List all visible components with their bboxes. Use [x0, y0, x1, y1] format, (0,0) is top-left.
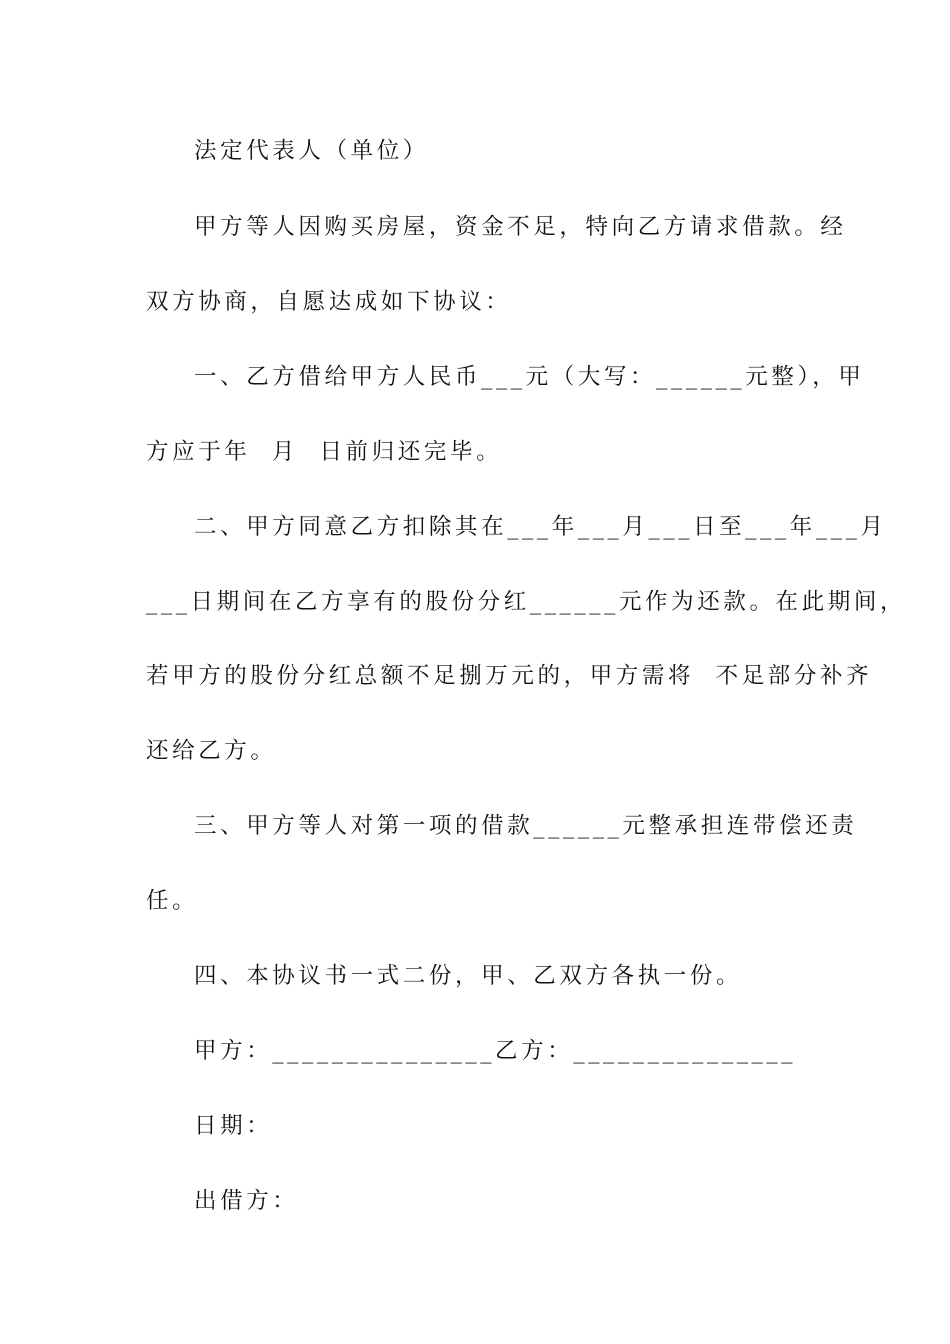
clause-2-line-4: 还给乙方。: [146, 738, 277, 764]
clause-2-line-1: 二、甲方同意乙方扣除其在___年___月___日至___年___月: [194, 514, 887, 540]
date-line: 日期：: [194, 1113, 273, 1139]
clause-2-line-2: ___日期间在乙方享有的股份分红______元作为还款。在此期间，: [146, 589, 907, 615]
clause-1-line-2: 方应于年 月 日前归还完毕。: [146, 439, 503, 465]
paragraph-intro-line-2: 双方协商，自愿达成如下协议：: [146, 289, 512, 315]
paragraph-intro-line-1: 甲方等人因购买房屋，资金不足，特向乙方请求借款。经: [194, 214, 847, 240]
signature-parties-line: 甲方：_______________乙方：_______________: [194, 1038, 797, 1064]
clause-4-line: 四、本协议书一式二份，甲、乙双方各执一份。: [194, 963, 743, 989]
clause-1-line-1: 一、乙方借给甲方人民币___元（大写：______元整），甲: [194, 364, 865, 390]
lender-line: 出借方：: [194, 1188, 299, 1214]
clause-2-line-3: 若甲方的股份分红总额不足捌万元的，甲方需将 不足部分补齐: [146, 663, 873, 689]
legal-representative-line: 法定代表人（单位）: [194, 138, 429, 164]
clause-3-line-1: 三、甲方等人对第一项的借款______元整承担连带偿还责: [194, 813, 858, 839]
clause-3-line-2: 任。: [146, 888, 199, 914]
